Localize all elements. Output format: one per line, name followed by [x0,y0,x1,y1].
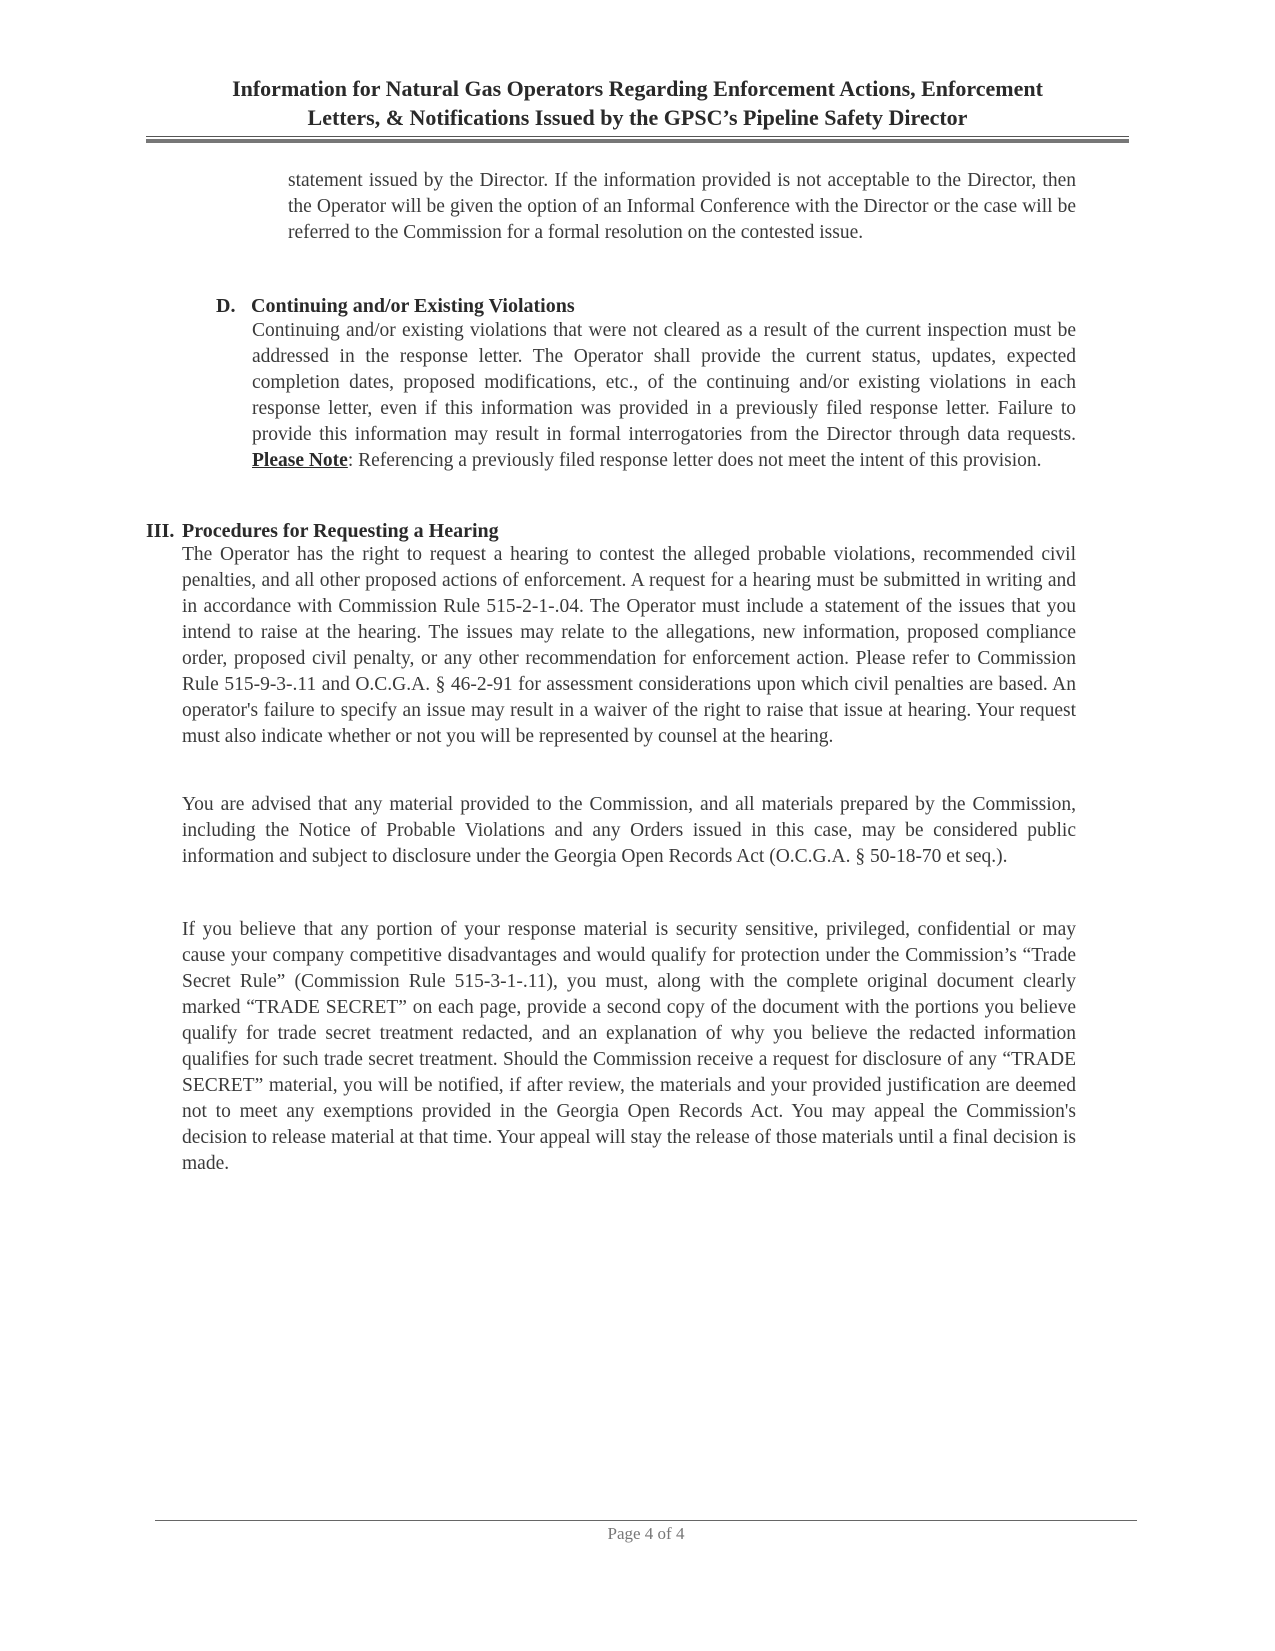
document-header [146,74,1129,132]
trade-secret-paragraph: If you believe that any portion of your response material is security sensitive, privileged, confidential or may cause your company competitive disadvantages and would qualify for protection under the Commission’s “Trade Secret Rule” (Commission Rule 515-3-1-.11), you must, along with the complete original document clearly marked “TRADE SECRET” on each page, provide a second copy of the document with the portions you believe qualify for trade secret treatment redacted, and an explanation of why you believe the redacted information qualifies for such trade secret treatment. Should the Commission receive a request for disclosure of any “TRADE SECRET” material, you will be notified, if after review, the materials and your provided justification are deemed not to meet any exemptions provided in the Georgia Open Records Act. You may appeal the Commission's decision to release material at that time. Your appeal will stay the release of those materials until a final decision is made. [182,919,1076,1174]
footer-divider [155,1520,1137,1521]
section-d-number: D. [216,295,236,317]
please-note-label: Please Note [252,450,348,471]
section-iii-heading [146,518,499,544]
section-d-heading [216,293,575,319]
header-title-line1: Information for Natural Gas Operators Regarding Enforcement Actions, Enforcement [232,76,1043,101]
section-iii-title: Procedures for Requesting a Hearing [182,520,499,542]
open-records-paragraph: You are advised that any material provided to the Commission, and all materials prepared by the Commission, including the Notice of Probable Violations and any Orders issued in this case, may be considered public information and subject to disclosure under the Georgia Open Records Act (O.C.G.A. § 50-18-70 et seq.). [182,794,1076,867]
section-d-text: Continuing and/or existing violations that were not cleared as a result of the current inspection must be addressed in the response letter. The Operator shall provide the current status, updates, expected completion dates, proposed modifications, etc., of the continuing and/or existing violations in each response letter, even if this information was provided in a previously filed response letter. Failure to provide this information may result in formal interrogatories from the Director through data requests. [252,320,1076,445]
section-iii-number: III. [146,520,175,542]
continuation-paragraph: statement issued by the Director. If the information provided is not acceptable to the Director, then the Operator will be given the option of an Informal Conference with the Director or the case will be referred to the Commission for a formal resolution on the contested issue. [288,170,1076,243]
hearing-paragraph: The Operator has the right to request a hearing to contest the alleged probable violations, recommended civil penalties, and all other proposed actions of enforcement. A request for a hearing must be submitted in writing and in accordance with Commission Rule 515-2-1-.04. The Operator must include a statement of the issues that you intend to raise at the hearing. The issues may relate to the allegations, new information, proposed compliance order, proposed civil penalty, or any other recommendation for enforcement action. Please refer to Commission Rule 515-9-3-.11 and O.C.G.A. § 46-2-91 for assessment considerations upon which civil penalties are based. An operator's failure to specify an issue may result in a waiver of the right to raise that issue at hearing. Your request must also indicate whether or not you will be represented by counsel at the hearing. [182,544,1076,747]
section-d-note-text: : Referencing a previously filed response letter does not meet the intent of this provision. [347,450,1042,471]
header-divider [146,136,1129,137]
page-number: Page 4 of 4 [607,1524,685,1543]
header-divider-thick [146,139,1129,143]
section-d-title: Continuing and/or Existing Violations [251,295,575,317]
section-d-paragraph [252,318,1076,474]
header-title-line2: Letters, & Notifications Issued by the GPSC’s Pipeline Safety Director [307,105,968,130]
